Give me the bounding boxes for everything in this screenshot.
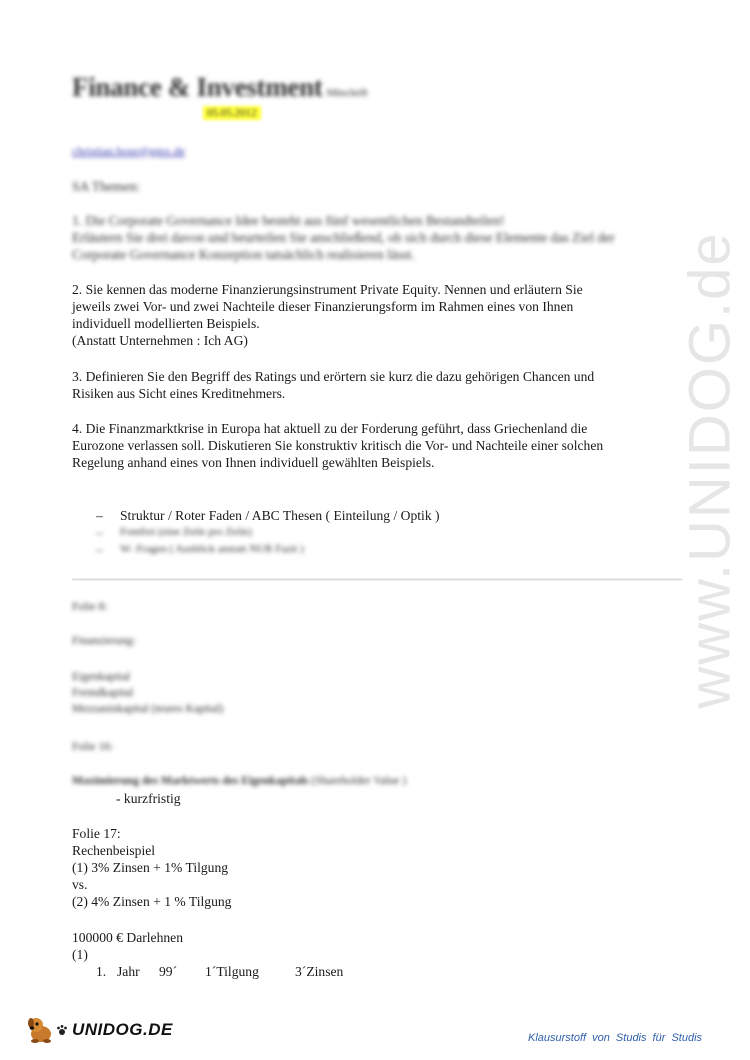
bullet-dash: – — [96, 542, 103, 557]
sa-label: SA Themen: — [72, 179, 141, 194]
bullet-item — [96, 541, 440, 558]
question-1 — [72, 212, 692, 263]
folie16-sub: - kurzfristig — [116, 791, 181, 806]
row-number: 1. — [96, 964, 107, 979]
list-item: Eigenkapital — [72, 671, 131, 683]
question-line: (Anstatt Unternehmen : Ich AG) — [72, 333, 248, 348]
question-line: 3. Definieren Sie den Begriff des Ratings und erörtern sie kurz die dazu gehörigen Chancen und — [72, 369, 595, 384]
question-line: individuell modellierten Beispiels. — [72, 316, 260, 331]
question-line: Regelung anhand eines von Ihnen individuell gewählten Beispiels. — [72, 455, 435, 470]
email-link[interactable]: christian.hose@gmx.de — [72, 144, 186, 158]
loan-amount: 100000 € Darlehnen — [72, 930, 183, 945]
folie8-list — [72, 669, 223, 717]
watermark: www.UNIDOG.de — [677, 231, 743, 709]
row-tilgung: 1´Tilgung — [205, 964, 259, 979]
row-label: Jahr — [117, 964, 140, 979]
bullet-text: Struktur / Roter Faden / ABC Thesen ( Einteilung / Optik ) — [120, 508, 440, 523]
bullet-dash: – — [96, 525, 103, 540]
page-title — [72, 72, 367, 103]
dog-mascot-icon — [26, 1015, 56, 1045]
folie17-line: vs. — [72, 877, 88, 892]
question-line: jeweils zwei Vor- und zwei Nachteile dieser Finanzierungsform im Rahmen eines von Ihnen — [72, 299, 574, 314]
footer-tagline: Klausurstoff von Studis für Studis — [528, 1032, 703, 1044]
question-line: Risiken aus Sicht eines Kreditnehmers. — [72, 386, 286, 401]
folie16-bold: Maximierung des Marktwerts des Eigenkapitals — [72, 775, 309, 787]
list-item: Fremdkapital — [72, 687, 134, 699]
folie17-line: Folie 17: — [72, 826, 121, 841]
logo-text: UNIDOG.DE — [72, 1020, 173, 1039]
row-value: 99´ — [159, 964, 178, 979]
question-line: Corporate Governance Konzeption tatsächlich realisieren lässt. — [72, 247, 415, 262]
loan-row — [96, 964, 343, 980]
folie17-line: Rechenbeispiel — [72, 843, 156, 858]
folie16-heading: Folie 16: — [72, 741, 114, 753]
folie16-line — [72, 773, 406, 789]
folie17-block — [72, 825, 231, 910]
folie8-label: Finanzierung: — [72, 635, 136, 647]
question-3 — [72, 368, 692, 402]
bullet-list — [96, 507, 440, 558]
question-line: 2. Sie kennen das moderne Finanzierungsinstrument Private Equity. Nennen und erläutern Sie — [72, 282, 583, 297]
bullet-item — [96, 507, 440, 524]
paw-icon — [56, 1024, 68, 1036]
question-line: Eurozone verlassen soll. Diskutieren Sie konstruktiv kritisch die Vor- und Nachteile einer solchen — [72, 438, 604, 453]
folie8-heading: Folie 8: — [72, 601, 108, 613]
question-4 — [72, 420, 692, 471]
folie17-line: (2) 4% Zinsen + 1 % Tilgung — [72, 894, 232, 909]
row-zinsen: 3´Zinsen — [295, 964, 344, 979]
bullet-text: W- Fragen ( Ausblick anstatt NUR Fazit ) — [120, 543, 304, 555]
question-2 — [72, 281, 692, 349]
bullet-dash: – — [96, 508, 103, 523]
section-divider — [72, 579, 682, 580]
question-line: 1. Die Corporate Governance Idee besteht aus fünf wesentlichen Bestandteilen! — [72, 213, 505, 228]
footer-logo — [26, 1015, 173, 1045]
folie17-line: (1) 3% Zinsen + 1% Tilgung — [72, 860, 229, 875]
question-line: Erläutern Sie drei davon und beurteilen Sie anschließend, ob sich durch diese Elemente das Ziel der — [72, 230, 615, 245]
title-text: Finance & Investment — [72, 72, 323, 102]
bullet-item — [96, 524, 440, 541]
question-line: 4. Die Finanzmarktkrise in Europa hat aktuell zu der Forderung geführt, dass Griechenland die — [72, 421, 588, 436]
title-suffix: Mitschrift — [326, 87, 368, 99]
folie16-paren: (Shareholder Value ) — [311, 775, 407, 787]
loan-case: (1) — [72, 947, 88, 962]
list-item: Mezzaninkapital (teures Kapital) — [72, 703, 224, 715]
date-highlight: 05.05.2012 — [203, 106, 261, 120]
bullet-text: Fomfrei (eine Zeile pro Zeile) — [120, 526, 252, 538]
